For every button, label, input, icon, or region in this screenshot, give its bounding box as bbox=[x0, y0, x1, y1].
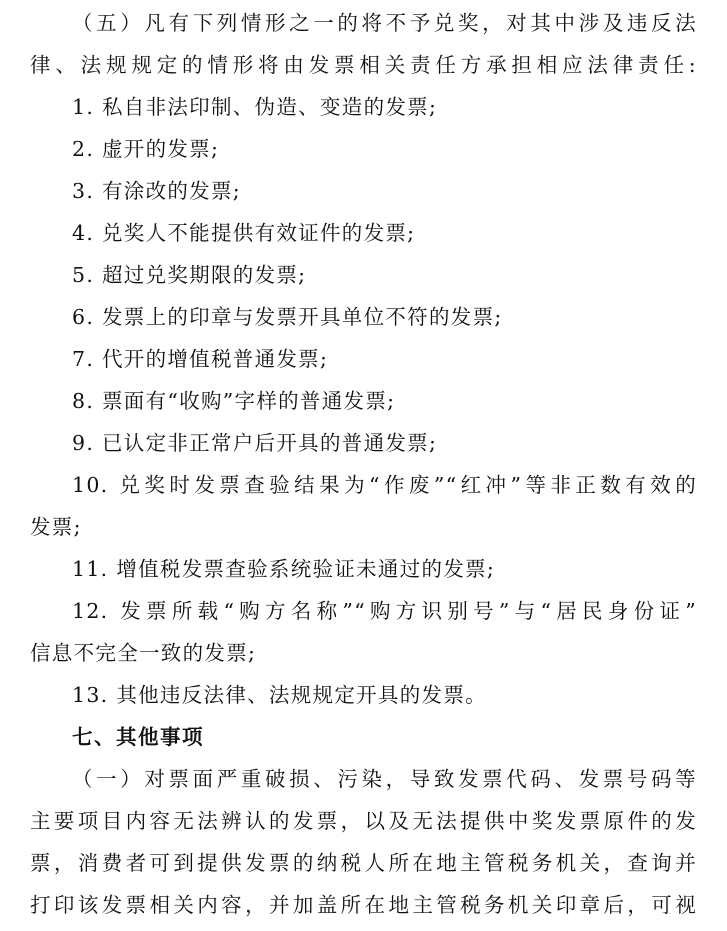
list-item-3: 3. 有涂改的发票; bbox=[72, 179, 241, 203]
list-item-2: 2. 虚开的发票; bbox=[72, 137, 220, 161]
list-item-10: 10. 兑奖时发票查验结果为“作废”“红冲”等非正数有效的 bbox=[72, 473, 697, 497]
list-item-6: 6. 发票上的印章与发票开具单位不符的发票; bbox=[72, 305, 503, 329]
list-item-10-continuation: 发票; bbox=[30, 515, 82, 539]
list-item-1: 1. 私自非法印制、伪造、变造的发票; bbox=[72, 95, 438, 119]
list-item-11: 11. 增值税发票查验系统验证未通过的发票; bbox=[72, 557, 496, 581]
section-7-para-line-1: （一）对票面严重破损、污染，导致发票代码、发票号码等 bbox=[72, 767, 697, 791]
section-7-heading: 七、其他事项 bbox=[72, 725, 204, 749]
section-7-para-line-2: 主要项目内容无法辨认的发票，以及无法提供中奖发票原件的发 bbox=[30, 809, 697, 833]
section-7-para-line-4: 打印该发票相关内容，并加盖所在地主管税务机关印章后，可视 bbox=[30, 893, 697, 917]
section-7-para-line-3: 票，消费者可到提供发票的纳税人所在地主管税务机关，查询并 bbox=[30, 851, 697, 875]
section-5-intro-line-1: （五）凡有下列情形之一的将不予兑奖，对其中涉及违反法 bbox=[72, 11, 697, 35]
list-item-4: 4. 兑奖人不能提供有效证件的发票; bbox=[72, 221, 416, 245]
list-item-9: 9. 已认定非正常户后开具的普通发票; bbox=[72, 431, 438, 455]
list-item-5: 5. 超过兑奖期限的发票; bbox=[72, 263, 307, 287]
list-item-7: 7. 代开的增值税普通发票; bbox=[72, 347, 329, 371]
list-item-8: 8. 票面有“收购”字样的普通发票; bbox=[72, 389, 396, 413]
list-item-12: 12. 发票所载“购方名称”“购方识别号”与“居民身份证” bbox=[72, 599, 697, 623]
list-item-12-continuation: 信息不完全一致的发票; bbox=[30, 641, 257, 665]
list-item-13: 13. 其他违反法律、法规规定开具的发票。 bbox=[72, 683, 487, 707]
section-5-intro-line-2: 律、法规规定的情形将由发票相关责任方承担相应法律责任: bbox=[30, 53, 697, 77]
